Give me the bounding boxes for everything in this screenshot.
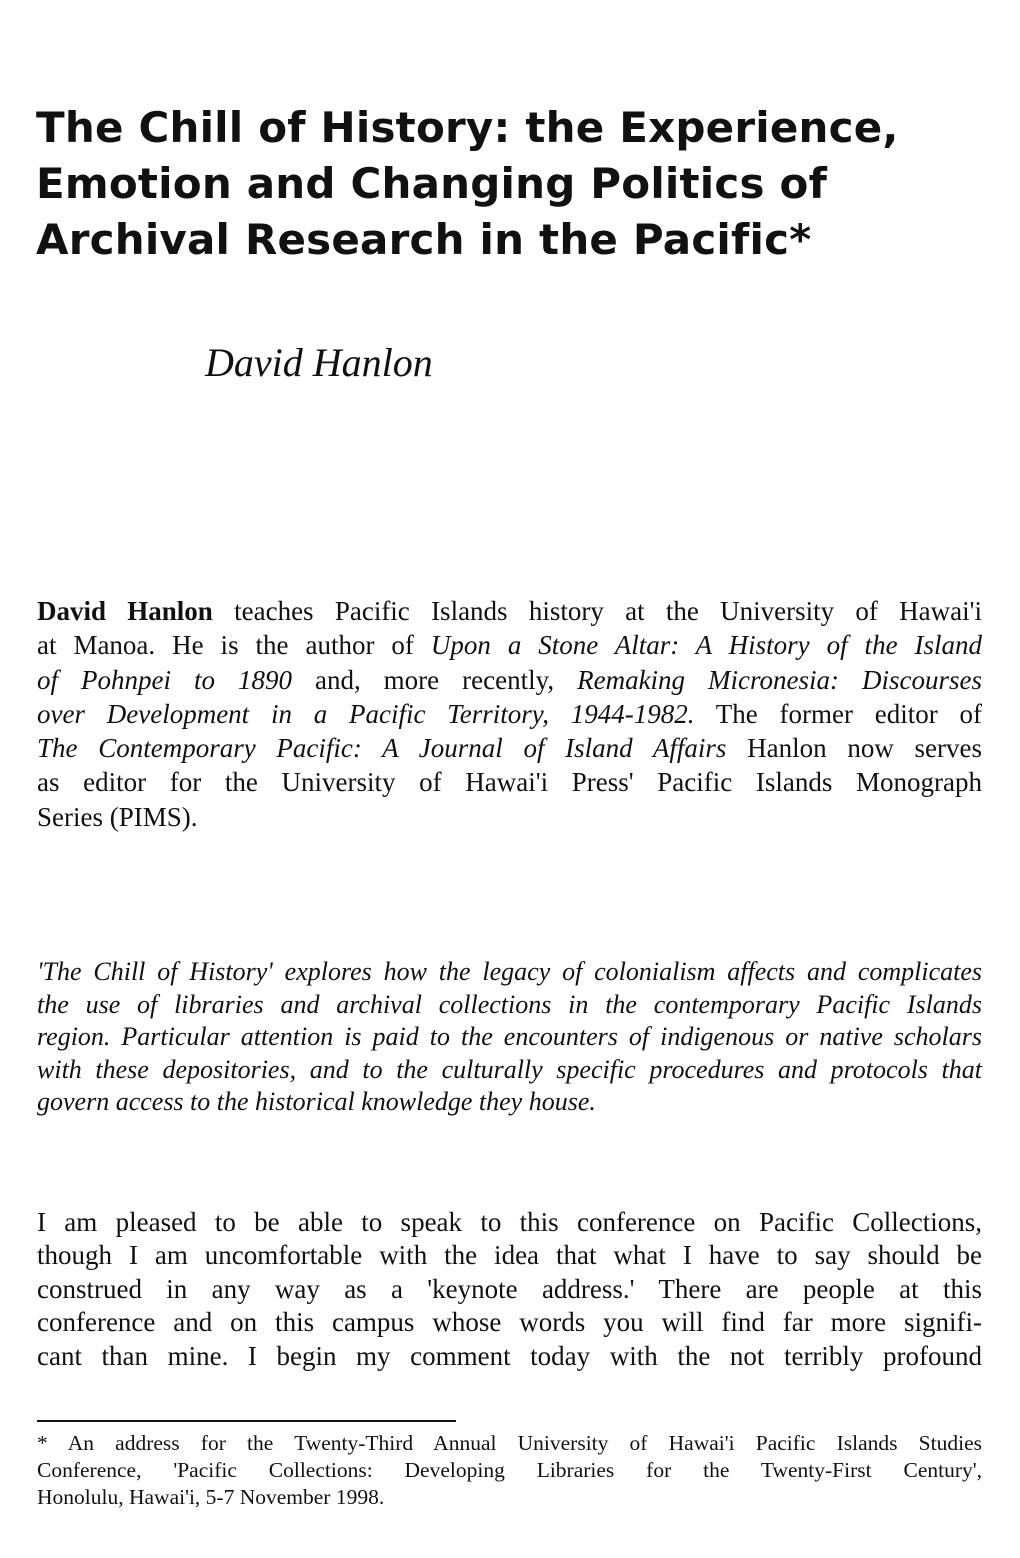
bio-line: as editor for the University of Hawai'i Press' Pacific Islands Monograph — [37, 767, 982, 798]
footnote-line: Conference, 'Pacific Collections: Developing Libraries for the Twenty-First Century', — [37, 1458, 982, 1482]
article-abstract — [37, 956, 982, 1119]
author-bio — [37, 594, 982, 834]
book-title: Upon a Stone Altar: A History of the Island — [430, 630, 983, 661]
bio-author-name: David Hanlon — [37, 596, 213, 626]
abstract-line: region. Particular attention is paid to the encounters of indigenous or native scholars — [37, 1022, 982, 1052]
bio-line: The Contemporary Pacific: A Journal of Island Affairs Hanlon now serves — [37, 733, 982, 764]
footnote-line: * An address for the Twenty-Third Annual University of Hawai'i Pacific Islands Studies — [37, 1431, 982, 1455]
body-line: cant than mine. I begin my comment today with the not terribly profound — [37, 1340, 982, 1371]
bio-line: Series (PIMS). — [37, 801, 198, 832]
abstract-line: the use of libraries and archival collections in the contemporary Pacific Islands — [37, 989, 982, 1019]
title-line: Archival Research in the Pacific* — [36, 215, 812, 264]
bio-line: at Manoa. He is the author of Upon a Stone Altar: A History of the Island — [37, 630, 983, 661]
title-line: The Chill of History: the Experience, — [36, 103, 899, 152]
book-title: of Pohnpei to 1890 — [37, 664, 292, 695]
abstract-line: with these depositories, and to the culturally specific procedures and protocols that — [37, 1054, 982, 1084]
body-line: construed in any way as a 'keynote address.' There are people at this — [37, 1273, 982, 1304]
footnote-divider — [37, 1420, 456, 1422]
bio-line: over Development in a Pacific Territory, 1944-1982. The former editor of — [37, 698, 982, 729]
article-title — [36, 100, 986, 268]
title-line: Emotion and Changing Politics of — [36, 159, 828, 208]
bio-line: of Pohnpei to 1890 and, more recently, Remaking Micronesia: Discourses — [37, 664, 982, 695]
author-name: David Hanlon — [205, 340, 433, 385]
body-paragraph — [37, 1206, 982, 1373]
body-line: conference and on this campus whose words you will find far more signifi- — [37, 1307, 982, 1338]
body-line: I am pleased to be able to speak to this conference on Pacific Collections, — [37, 1207, 982, 1237]
bio-line: David Hanlon teaches Pacific Islands history at the University of Hawai'i — [37, 596, 982, 626]
abstract-line: 'The Chill of History' explores how the legacy of colonialism affects and complicates — [37, 957, 982, 986]
body-line: though I am uncomfortable with the idea that what I have to say should be — [37, 1240, 982, 1271]
book-title: over Development in a Pacific Territory, 1944-1982. — [37, 698, 695, 729]
abstract-line: govern access to the historical knowledge they house. — [37, 1087, 596, 1117]
journal-title: The Contemporary Pacific: A Journal of Island Affairs — [37, 733, 727, 764]
footnote — [37, 1430, 982, 1511]
book-title: Remaking Micronesia: Discourses — [577, 664, 982, 695]
footnote-line: Honolulu, Hawai'i, 5-7 November 1998. — [37, 1485, 385, 1509]
